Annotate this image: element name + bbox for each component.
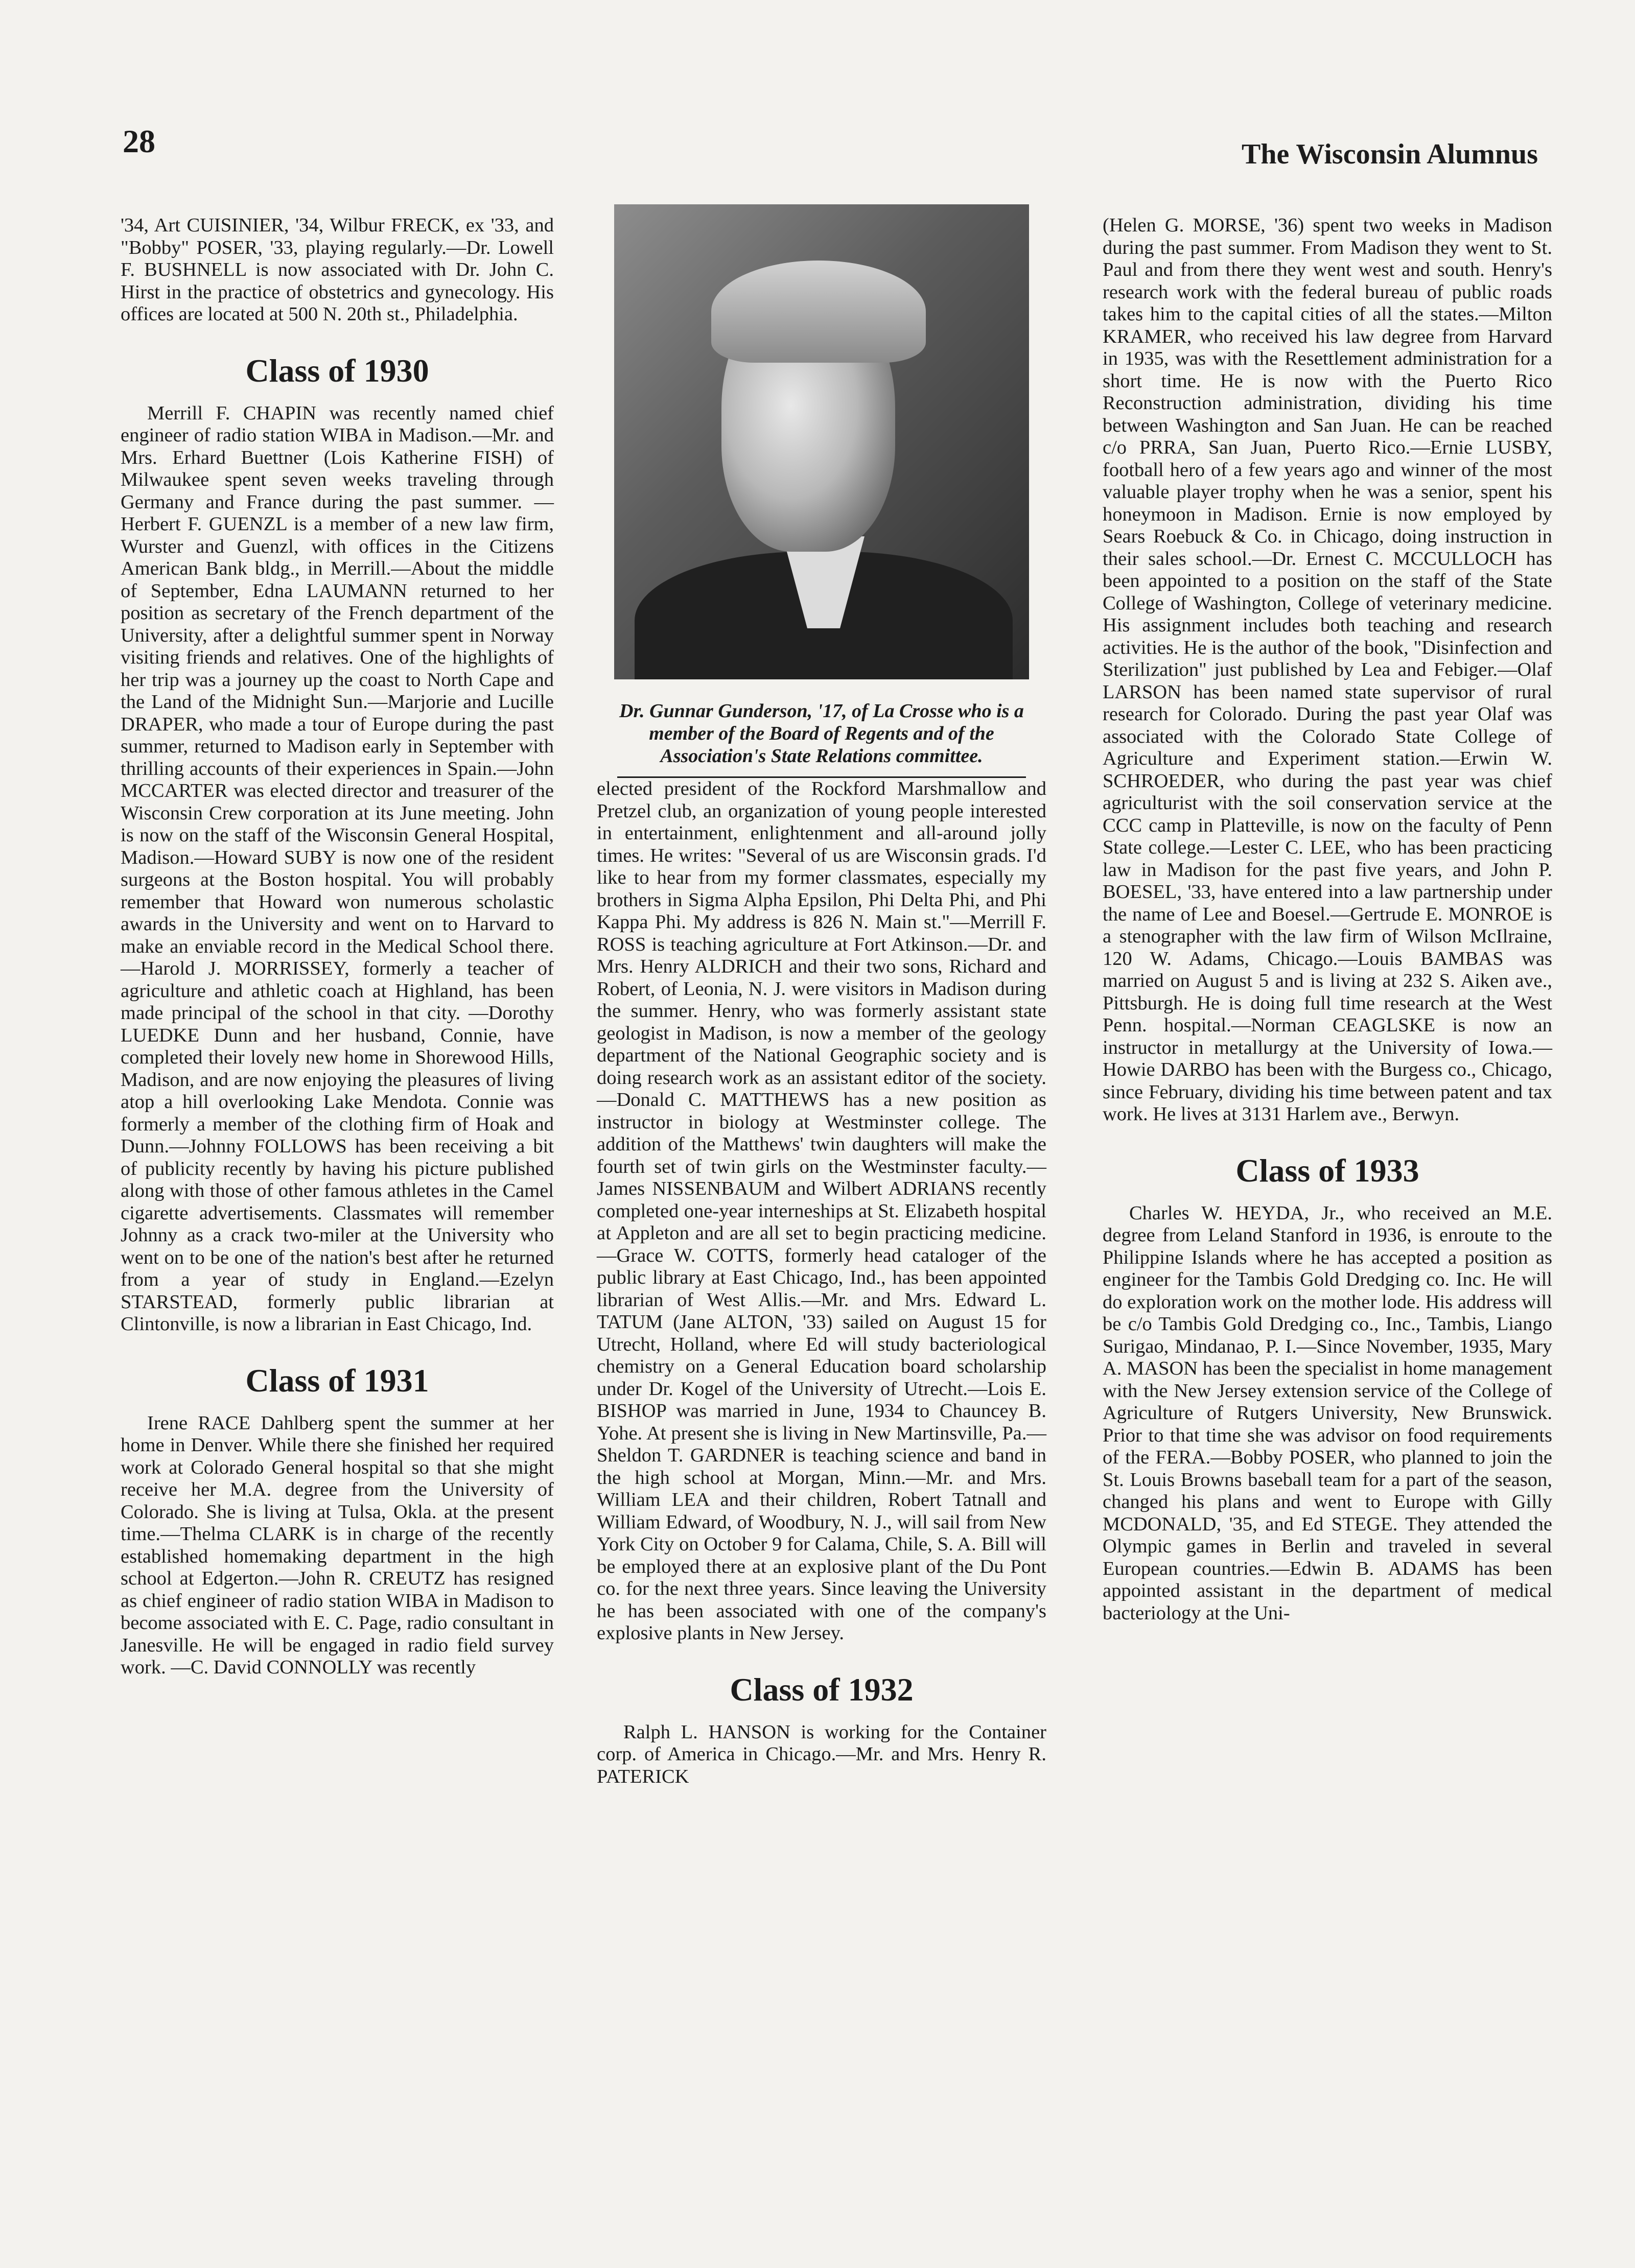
photo-caption: Dr. Gunnar Gunderson, '17, of La Crosse who is a member of the Board of Regents and of the Association's State Relations committee. [617, 700, 1026, 778]
class-1930-heading: Class of 1930 [245, 352, 429, 389]
class-1932-paragraph: Ralph L. HANSON is working for the Container corp. of America in Chicago.—Mr. and Mrs. Henry R. PATERICK [597, 1721, 1046, 1787]
class-1933-heading: Class of 1933 [1235, 1152, 1419, 1189]
class-1932-heading: Class of 1932 [730, 1671, 914, 1708]
class-1930-paragraph: Merrill F. CHAPIN was recently named chief engineer of radio station WIBA in Madison.—Mr. and Mrs. Erhard Buettner (Lois Katherine FISH) of Milwaukee spent seven weeks traveling through Germany and France during the past summer. —Herbert F. GUENZL is a member of a new law firm, Wurster and Guenzl, with offices in the Citizens American Bank bldg., in Merrill.—About the middle of September, Edna LAUMANN returned to her position as secretary of the French department of the University, after a delightful summer spent in Norway visiting friends and relatives. One of the highlights of her trip was a journey up the coast to North Cape and the Land of the Midnight Sun.—Marjorie and Lucille DRAPER, who made a tour of Europe during the past summer, returned to Madison early in September with thrilling accounts of their experiences in Spain.—John MCCARTER was elected director and treasurer of the Wisconsin Crew corporation at its June meeting. John is now on the staff of the Wisconsin General Hospital, Madison.—Howard SUBY is now one of the resident surgeons at the Boston hospital. You will probably remember that Howard won numerous scholastic awards in the University and went on to Harvard to make an enviable record in the Medical School there.—Harold J. MORRISSEY, formerly a teacher of agriculture and athletic coach at Highland, has been made principal of the school in that city. —Dorothy LUEDKE Dunn and her husband, Connie, have completed their lovely new home in Shorewood Hills, Madison, and are now enjoying the pleasures of living atop a hill overlooking Lake Mendota. Connie was formerly a member of the clothing firm of Hoak and Dunn.—Johnny FOLLOWS has been receiving a bit of publicity recently by having his picture published along with those of other famous athletes in the Camel cigarette advertisements. Classmates will remember Johnny as a crack two-miler at the University who went on to be one of the nation's best after he returned from a year of study in England.—Ezelyn STARSTEAD, formerly public librarian at Clintonville, is now a librarian in East Chicago, Ind. [121, 402, 554, 1335]
continued-paragraph-right: (Helen G. MORSE, '36) spent two weeks in Madison during the past summer. From Madison they went to St. Paul and from there they went west and south. Henry's research work with the federal bureau of public roads takes him to the capital cities of all the states.—Milton KRAMER, who received his law degree from Harvard in 1935, was with the Resettlement administration for a short time. He is now with the Puerto Rico Reconstruction administration, dividing his time between Washington and San Juan. He can be reached c/o PRRA, San Juan, Puerto Rico.—Ernie LUSBY, football hero of a few years ago and winner of the most valuable player trophy when he was a senior, spent his honeymoon in Madison. Ernie is now employed by Sears Roebuck & Co. in Chicago, doing instruction in their sales school.—Dr. Ernest C. MCCULLOCH has been appointed to a position on the staff of the State College of Washington, College of veterinary medicine. His assignment includes both teaching and research activities. He is the author of the book, "Disinfection and Sterilization" just published by Lea and Febiger.—Olaf LARSON has been named state supervisor of rural research for Colorado. During the past year Olaf was associated with the Colorado State College of Agriculture and Experiment station.—Erwin W. SCHROEDER, who during the past year was chief agriculturist with the soil conservation service at the CCC camp in Platteville, is now on the faculty of Penn State college.—Lester C. LEE, who has been practicing law in Madison for the past five years, and John P. BOESEL, '33, have entered into a law partnership under the name of Lee and Boesel.—Gertrude E. MONROE is a stenographer with the law firm of Wilson McIlraine, 120 W. Adams, Chicago.—Louis BAMBAS was married on August 5 and is living at 232 S. Aiken ave., Pittsburgh. He is doing full time research at the West Penn. hospital.—Norman CEAGLSKE is now an instructor in metallurgy at the University of Iowa.—Howie DARBO has been with the Burgess co., Chicago, since February, dividing his time between patent and tax work. He lives at 3131 Harlem ave., Berwyn. [1103, 215, 1552, 1125]
class-1931-paragraph: Irene RACE Dahlberg spent the summer at her home in Denver. While there she finished her required work at Colorado General hospital so that she might receive her M.A. degree from the University of Colorado. She is living at Tulsa, Okla. at the present time.—Thelma CLARK is in charge of the recently established homemaking department in the high school at Edgerton.—John R. CREUTZ has resigned as chief engineer of radio station WIBA in Madison to become associated with E. C. Page, radio consultant in Janesville. He will be engaged in radio field survey work. —C. David CONNOLLY was recently [121, 1412, 554, 1678]
portrait-hair [711, 261, 926, 363]
continued-paragraph: '34, Art CUISINIER, '34, Wilbur FRECK, ex '33, and "Bobby" POSER, '33, playing regularly.—Dr. Lowell F. BUSHNELL is now associated with Dr. John C. Hirst in the practice of obstetrics and gynecology. His offices are located at 500 N. 20th st., Philadelphia. [121, 215, 554, 325]
class-1933-paragraph: Charles W. HEYDA, Jr., who received an M.E. degree from Leland Stanford in 1936, is enroute to the Philippine Islands where he has accepted a position as engineer for the Tambis Gold Dredging co. Inc. He will do exploration work on the mother lode. His address will be c/o Tambis Gold Dredging co., Inc., Tambis, Liango Surigao, Mindanao, P. I.—Since November, 1935, Mary A. MASON has been the specialist in home management with the New Jersey extension service of the College of Agriculture of Rutgers University, New Brunswick. Prior to that time she was advisor on food requirements of the FERA.—Bobby POSER, who planned to join the St. Louis Browns baseball team for a part of the season, changed his plans and went to Europe with Gilly MCDONALD, '35, and Ed STEGE. They attended the Olympic games in Berlin and traveled in several European countries.—Edwin B. ADAMS has been appointed assistant in the department of medical bacteriology at the Uni- [1103, 1202, 1552, 1624]
page-number: 28 [123, 123, 155, 159]
magazine-title: The Wisconsin Alumnus [1242, 138, 1538, 170]
right-column [1103, 215, 1552, 1624]
portrait-photo [614, 204, 1029, 679]
class-1931-heading: Class of 1931 [245, 1362, 429, 1399]
continued-paragraph-middle: elected president of the Rockford Marshmallow and Pretzel club, an organization of young people interested in entertainment, enlightenment and all-around jolly times. He writes: "Several of us are Wisconsin grads. I'd like to hear from my former classmates, especially my brothers in Sigma Alpha Epsilon, Phi Delta Phi, and Phi Kappa Phi. My address is 826 N. Main st."—Merrill F. ROSS is teaching agriculture at Fort Atkinson.—Dr. and Mrs. Henry ALDRICH and their two sons, Richard and Robert, of Leonia, N. J. were visitors in Madison during the summer. Henry, who was formerly assistant state geologist in Madison, is now a member of the geology department of the National Geographic society and is doing research work as an assistant editor of the society.—Donald C. MATTHEWS has a new position as instructor in biology at Westminster college. The addition of the Matthews' twin daughters will make the fourth set of twin girls on the Westminster faculty.—James NISSENBAUM and Wilbert ADRIANS recently completed one-year interneships at St. Elizabeth hospital at Appleton and are all set to begin practicing medicine. —Grace W. COTTS, formerly head cataloger of the public library at East Chicago, Ind., has been appointed librarian of West Allis.—Mr. and Mrs. Edward L. TATUM (Jane ALTON, '33) sailed on August 15 for Utrecht, Holland, where Ed will study bacteriological chemistry on a General Education board scholarship under Dr. Kogel of the University of Utrecht.—Lois E. BISHOP was married in June, 1934 to Chauncey B. Yohe. At present she is living in New Martinsville, Pa.—Sheldon T. GARDNER is teaching science and band in the high school at Morgan, Minn.—Mr. and Mrs. William LEA and their children, Robert Tatnall and William Edward, of Woodbury, N. J., will sail from New York City on October 9 for Calama, Chile, S. A. Bill will be employed there at an explosive plant of the Du Pont co. for the next three years. Since leaving the University he has been associated with one of the company's explosive plants in New Jersey. [597, 778, 1046, 1644]
left-column [121, 215, 554, 1679]
middle-column [597, 204, 1046, 1788]
